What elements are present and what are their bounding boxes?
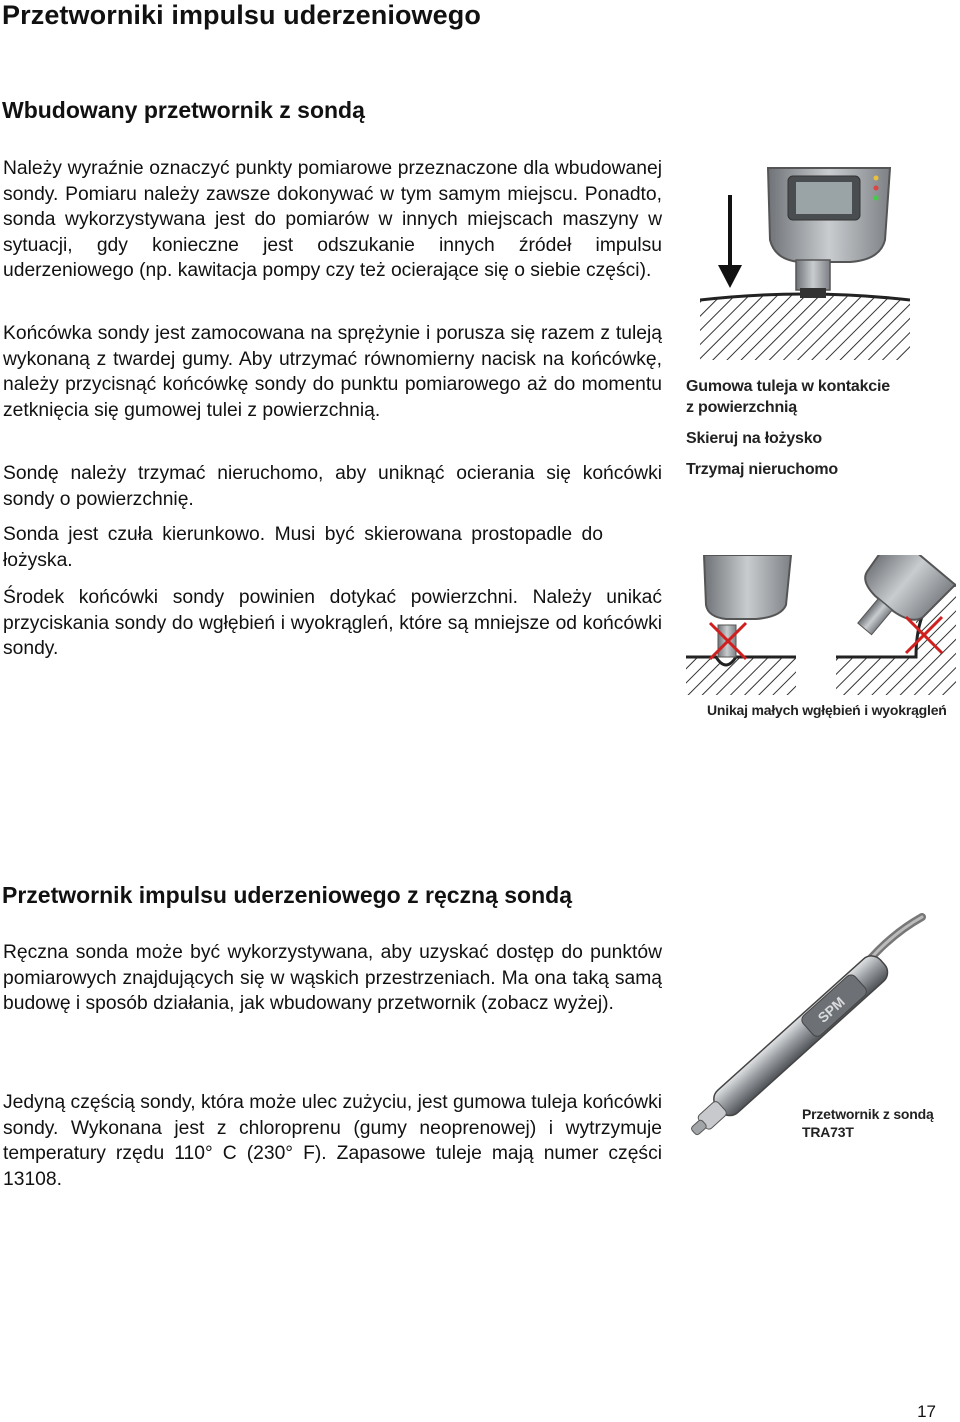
section1-paragraph-1: Należy wyraźnie oznaczyć punkty pomiarowe przeznaczone dla wbudowanej sondy. Pomiaru należy zawsze dokonywać w tym samym miejscu. Ponadto, sonda wykorzystywana jest do pomiarów w innych miejscach maszyny w sytuacji, gdy konieczne jest odszukanie innych źródeł impulsu uderzeniowego (np. kawitacja pompy czy też ocierające się o siebie części). — [3, 158, 662, 282]
section2-paragraph-2: Jedyną częścią sondy, która może ulec zużyciu, jest gumowa tuleja końcówki sondy. Wykonana jest z chloroprenu (gumy neoprenowej) i wytrzymuje temperatury rzędu 110° C (230° F). Zapasowe tuleje mają numer części 13108. — [3, 1092, 662, 1190]
figure1-caption-surface: z powierzchnią — [686, 399, 797, 416]
page-title: Przetworniki impulsu uderzeniowego — [2, 0, 481, 30]
figure1-caption-hold-still: Trzymaj nieruchomo — [686, 461, 838, 478]
section1-paragraph-5: Środek końcówki sondy powinien dotykać powierzchni. Należy unikać przyciskania sondy do wgłębień i wyokrągleń, które są mniejsze od końcówki sondy. — [3, 587, 662, 660]
section2-heading: Przetwornik impulsu uderzeniowego z ręczną sondą — [2, 882, 572, 908]
section1-paragraph-3: Sondę należy trzymać nieruchomo, aby uniknąć ocierania się końcówki sondy o powierzchnię. — [3, 463, 662, 510]
probe-contact-illustration — [700, 160, 910, 360]
section2-paragraph-1: Ręczna sonda może być wykorzystywana, aby uzyskać dostęp do punktów pomiarowych znajdujących się w wąskich przestrzeniach. Ma ona taką samą budowę i sposób działania, jak wbudowany przetwornik (zobacz wyżej). — [3, 942, 662, 1015]
probe-brand-label: SPM — [814, 993, 848, 1026]
avoid-recess-illustration — [686, 555, 956, 695]
figure2-caption: Unikaj małych wgłębień i wyokrągleń — [707, 702, 947, 718]
section1-paragraph-4: Sonda jest czuła kierunkowo. Musi być skierowana prostopadle do łożyska. — [3, 524, 603, 571]
figure1-caption-rubber-contact: Gumowa tuleja w kontakcie — [686, 378, 890, 395]
figure3-caption-title: Przetwornik z sondą — [802, 1106, 934, 1122]
page-number: 17 — [917, 1402, 936, 1421]
section1-paragraph-2: Końcówka sondy jest zamocowana na sprężynie i porusza się razem z tuleją wykonaną z twardej gumy. Aby utrzymać równomierny nacisk na końcówkę, należy przycisnąć końcówkę sondy do punktu pomiarowego aż do momentu zetknięcia się gumowej tulei z powierzchnią. — [3, 323, 662, 421]
figure1-caption-point-bearing: Skieruj na łożysko — [686, 430, 823, 447]
figure3-caption-model: TRA73T — [802, 1124, 854, 1140]
section1-heading: Wbudowany przetwornik z sondą — [2, 97, 365, 123]
